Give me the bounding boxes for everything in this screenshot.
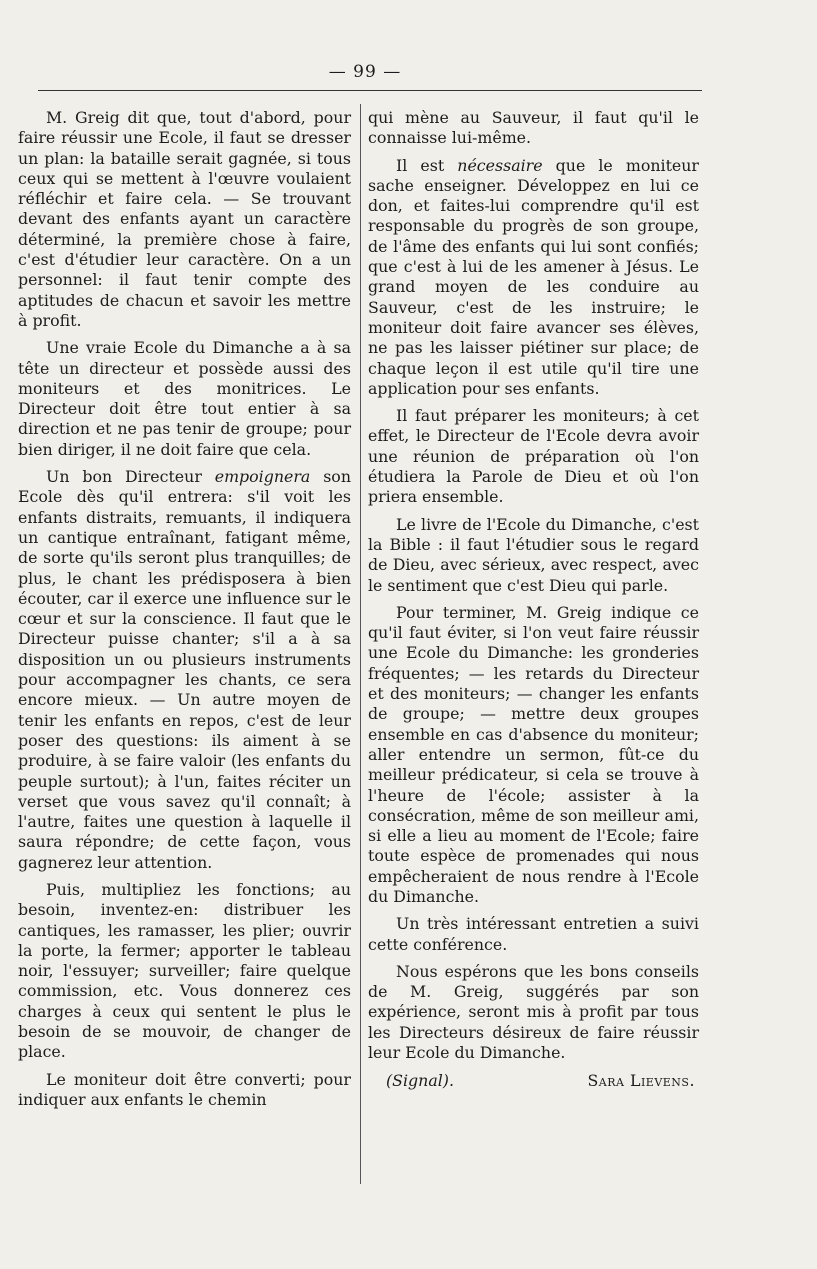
paragraph: Nous espérons que les bons conseils de M. Greig, suggérés par son expérience, seront mis à profit par tous les Directeurs désireux de faire réussir leur Ecole du Dimanche. [368,961,699,1063]
paragraph: Un bon Directeur empoignera son Ecole dès qu'il entrera: s'il voit les enfants distraits, remuants, il indiquera un cantique entraînant, fatigant même, de sorte qu'ils seront plus tranquilles; de plus, le chant les prédisposera à bien écouter, car il exerce une influence sur le cœur et sur la conscience. Il faut que le Directeur puisse chanter; s'il a à sa disposition un ou plusieurs instruments pour accompagner les chants, ce sera encore mieux. — Un autre moyen de tenir les enfants en repos, c'est de leur poser des questions: ils aiment à se produire, à se faire valoir (les enfants du peuple surtout); à l'un, faites réciter un verset que vous savez qu'il connaît; à l'autre, faites une question à laquelle il saura répondre; de cette façon, vous gagnerez leur attention. [18,467,351,872]
signature-line [368,1071,699,1091]
page-number: — 99 — [328,62,402,82]
paragraph: Il faut préparer les moniteurs; à cet effet, le Directeur de l'Ecole devra avoir une réunion de préparation où l'on étudiera la Parole de Dieu et où l'on priera ensemble. [368,406,699,507]
right-column [368,108,699,1092]
paragraph: Le moniteur doit être converti; pour indiquer aux enfants le chemin [18,1069,351,1109]
header-rule [38,90,702,91]
left-column [18,108,351,1117]
paragraph: Pour terminer, M. Greig indique ce qu'il faut éviter, si l'on veut faire réussir une Ecole du Dimanche: les gronderies fréquentes; — les retards du Directeur et des moniteurs; — changer les enfants de groupe; — mettre deux groupes ensemble en cas d'absence du moniteur; aller entendre un sermon, fût-ce du meilleur prédicateur, si cela se trouve à l'heure de l'école; assister à la consécration, même de son meilleur ami, si elle a lieu au moment de l'Ecole; faire toute espèce de promenades qui nous empêcheraient de nous rendre à l'Ecole du Dimanche. [368,602,699,906]
paragraph: Un très intéressant entretien a suivi cette conférence. [368,914,699,954]
source-credit: (Signal). [386,1071,454,1091]
paragraph: Puis, multipliez les fonctions; au besoin, inventez-en: distribuer les cantiques, les ramasser, les plier; ouvrir la porte, la fermer; apporter le tableau noir, l'essuyer; surveiller; faire quelque commission, etc. Vous donnerez ces charges à ceux qui sentent le plus le besoin de se mouvoir, de changer de place. [18,879,351,1062]
emphasis: empoignera [214,467,311,487]
paragraph: qui mène au Sauveur, il faut qu'il le connaisse lui-même. [368,108,699,148]
column-divider [360,104,361,1184]
author-name: Sara Lievens. [587,1071,695,1091]
paragraph: Il est nécessaire que le moniteur sache enseigner. Développez en lui ce don, et faites-lui comprendre qu'il est responsable du progrès de son groupe, de l'âme des enfants qui lui sont confiés; que c'est à lui de les amener à Jésus. Le grand moyen de les conduire au Sauveur, c'est de les instruire; le moniteur doit faire avancer ses élèves, ne pas les laisser piétiner sur place; de chaque leçon il est utile qu'il tire une application pour ses enfants. [368,155,699,398]
paragraph: M. Greig dit que, tout d'abord, pour faire réussir une Ecole, il faut se dresser un plan: la bataille serait gagnée, si tous ceux qui se mettent à l'œuvre voulaient réfléchir et faire cela. — Se trouvant devant des enfants ayant un caractère déterminé, la première chose à faire, c'est d'étudier leur caractère. On a un personnel: il faut tenir compte des aptitudes de chacun et savoir les mettre à profit. [18,108,351,330]
paragraph: Le livre de l'Ecole du Dimanche, c'est la Bible : il faut l'étudier sous le regard de Dieu, avec sérieux, avec respect, avec le sentiment que c'est Dieu qui parle. [368,514,699,595]
paragraph: Une vraie Ecole du Dimanche a à sa tête un directeur et possède aussi des moniteurs et des monitrices. Le Directeur doit être tout entier à sa direction et ne pas tenir de groupe; pour bien diriger, il ne doit faire que cela. [18,338,351,459]
emphasis: nécessaire [457,155,543,175]
